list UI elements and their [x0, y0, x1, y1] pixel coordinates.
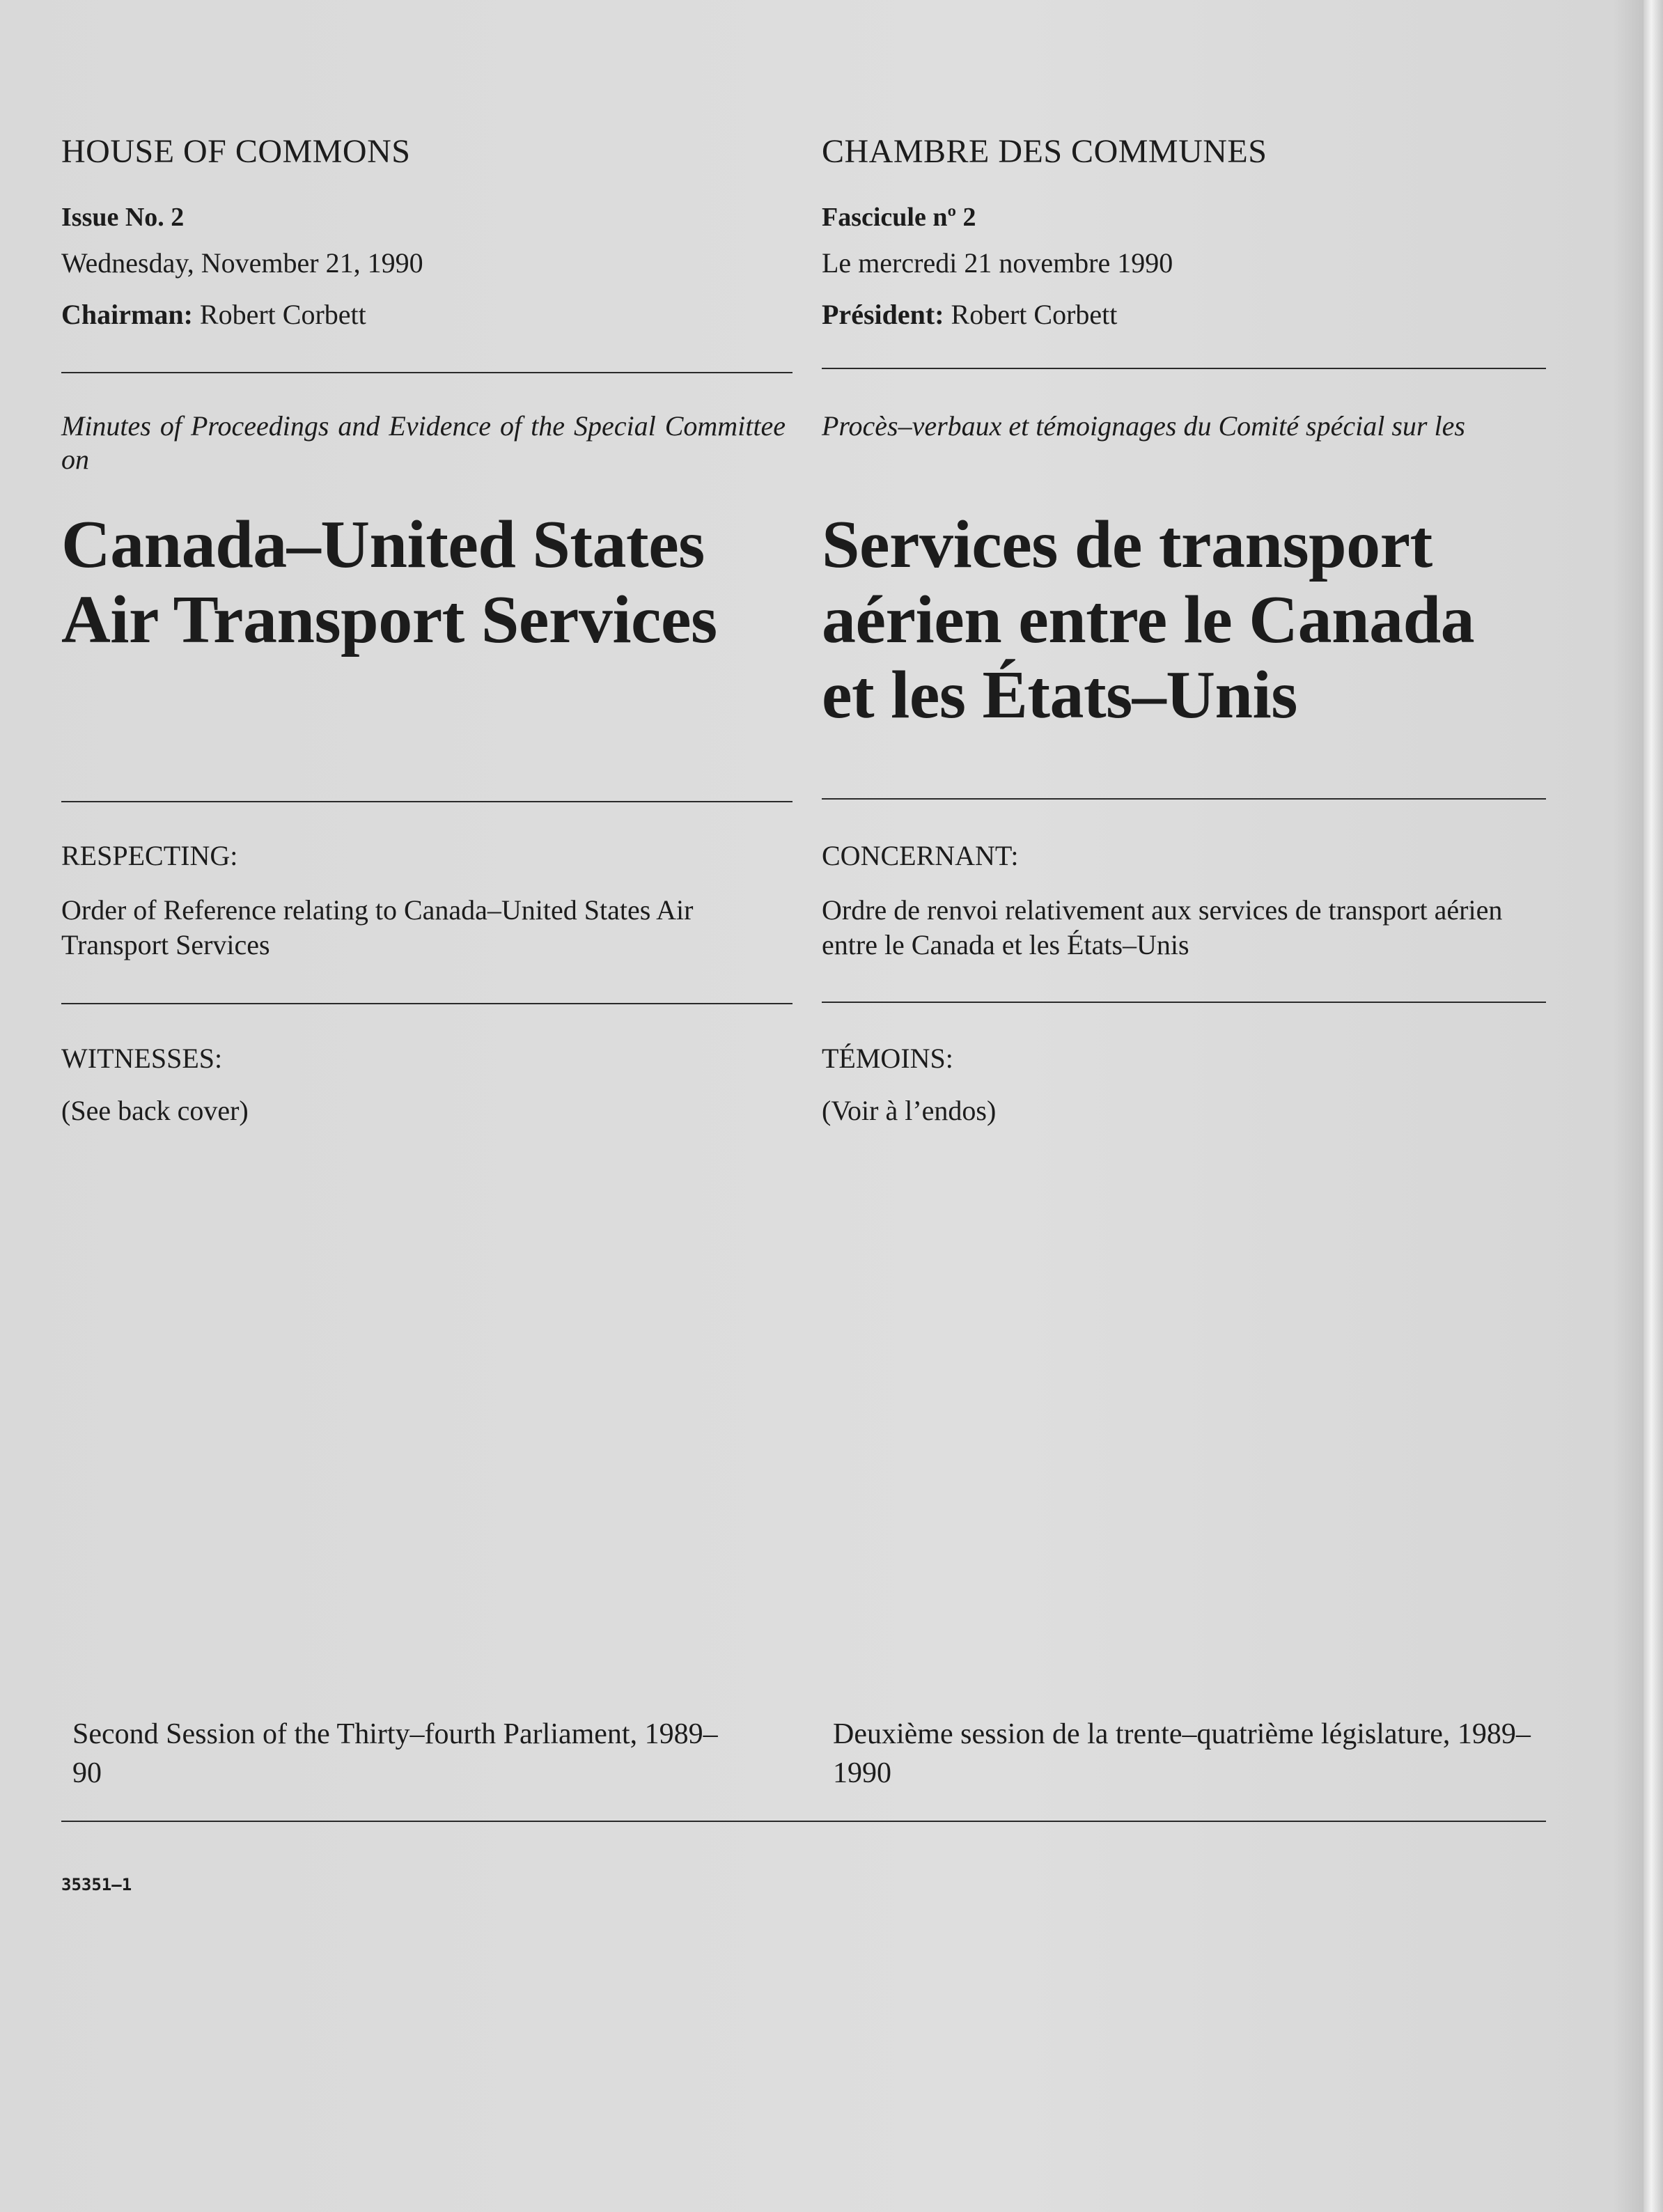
committee-title-fr-line-1: Services de transport — [822, 507, 1432, 582]
witnesses-text-fr: (Voir à l’endos) — [822, 1095, 997, 1126]
committee-title-line-1: Canada–United States — [61, 507, 705, 582]
issue-number-fr: Fascicule nº 2 — [822, 203, 976, 232]
minutes-description-fr: Procès–verbaux et témoignages du Comité spécial sur les — [822, 410, 1465, 442]
chairman-name-fr: Robert Corbett — [951, 299, 1118, 330]
chairman-line — [61, 298, 366, 331]
respecting-label: RESPECTING: — [61, 840, 238, 871]
committee-title-fr-line-3: et les États–Unis — [822, 657, 1297, 733]
session-text-fr: Deuxième session de la trente–quatrième législature, 1989–1990 — [833, 1718, 1531, 1789]
respecting-text: Order of Reference relating to Canada–United States Air Transport Services — [61, 894, 694, 960]
print-code: 35351–1 — [61, 1875, 132, 1894]
rule-respecting-en — [61, 1003, 793, 1004]
rule-respecting-fr — [822, 1002, 1546, 1003]
chairman-label-fr: Président: — [822, 299, 944, 330]
committee-title-fr — [822, 507, 1474, 733]
rule-header-en — [61, 372, 793, 373]
issue-date-fr: Le mercredi 21 novembre 1990 — [822, 247, 1173, 279]
committee-title-fr-line-2: aérien entre le Canada — [822, 582, 1475, 657]
issue-number: Issue No. 2 — [61, 203, 185, 232]
session-text: Second Session of the Thirty–fourth Parliament, 1989–90 — [72, 1718, 718, 1789]
committee-title-line-2: Air Transport Services — [61, 582, 717, 657]
witnesses-label-fr: TÉMOINS: — [822, 1043, 953, 1074]
witnesses-text: (See back cover) — [61, 1095, 249, 1126]
minutes-description: Minutes of Proceedings and Evidence of the Special Committee on — [61, 410, 786, 475]
rule-title-fr — [822, 798, 1546, 800]
rule-session — [61, 1821, 1546, 1822]
page-edge — [1644, 0, 1663, 2212]
rule-title-en — [61, 801, 793, 802]
committee-title — [61, 507, 717, 657]
chairman-name: Robert Corbett — [199, 299, 366, 330]
chairman-label: Chairman: — [61, 299, 193, 330]
house-heading: HOUSE OF COMMONS — [61, 133, 411, 170]
house-heading-fr: CHAMBRE DES COMMUNES — [822, 133, 1267, 170]
bleed-through-decoration — [446, 202, 459, 274]
chairman-line-fr — [822, 298, 1117, 331]
respecting-label-fr: CONCERNANT: — [822, 840, 1019, 871]
rule-header-fr — [822, 368, 1546, 369]
witnesses-label: WITNESSES: — [61, 1043, 223, 1074]
respecting-text-fr: Ordre de renvoi relativement aux services de transport aérien entre le Canada et les États–Unis — [822, 894, 1503, 960]
issue-date: Wednesday, November 21, 1990 — [61, 247, 423, 279]
